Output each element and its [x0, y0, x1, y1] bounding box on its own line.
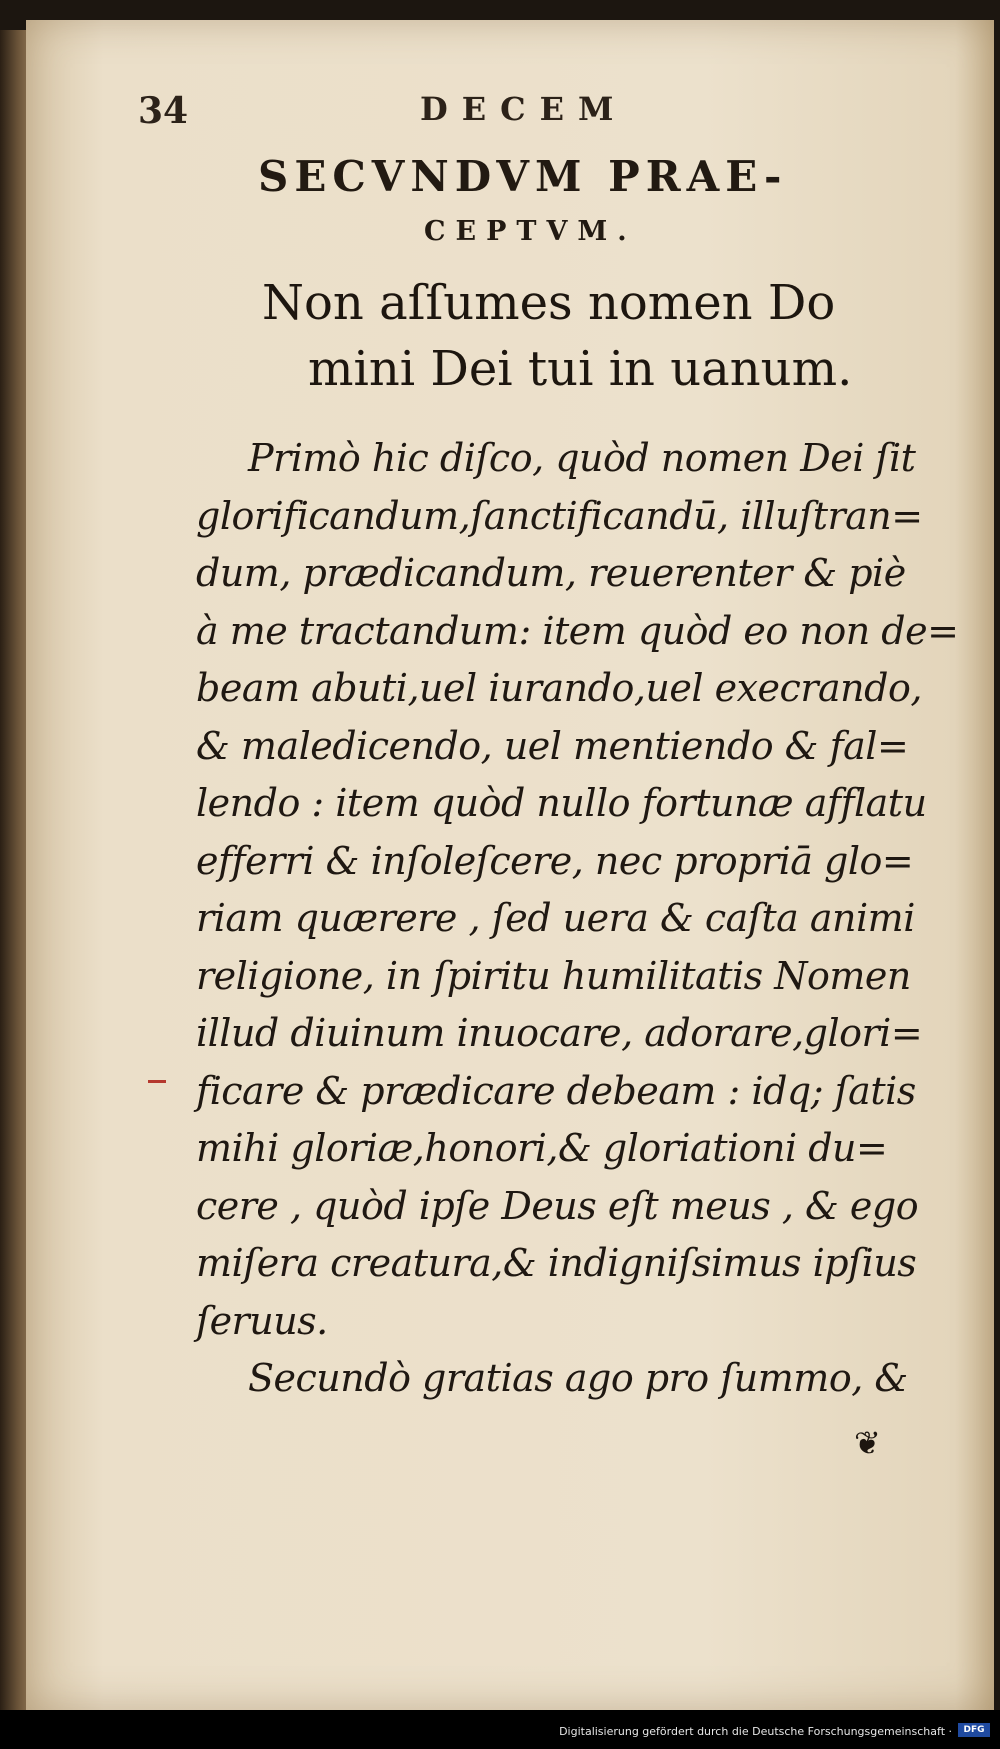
digitization-credit: Digitalisierung gefördert durch die Deutsche Forschungsgemeinschaft · [559, 1725, 952, 1738]
body-line: efferri & inſoleſcere, nec propriā glo= [196, 838, 914, 883]
margin-mark [148, 1080, 166, 1083]
dfg-logo-icon: DFG [958, 1723, 990, 1737]
body-line: religione, in ſpiritu humilitatis Nomen [196, 953, 911, 998]
body-line: lendo : item quòd nullo fortunæ afflatu [196, 781, 927, 825]
body-line: glorificandum,ſanctificandū, illuſtran= [196, 493, 923, 538]
body-line: mihi gloriæ,honori,& gloriationi du= [196, 1126, 888, 1170]
commandment-line: Non aſſumes nomen Do [262, 275, 836, 331]
body-line: Secundò gratias ago pro ſummo, & [248, 1356, 908, 1400]
body-line: & maledicendo, uel mentiendo & fal= [196, 723, 909, 768]
body-line: riam quærere , ſed uera & caſta animi [196, 896, 915, 940]
body-text [196, 430, 959, 1408]
section-heading-line-2: CEPTVM. [424, 216, 637, 247]
body-line: ficare & prædicare debeam : idq; ſatis [196, 1068, 916, 1113]
commandment-text [262, 270, 922, 402]
catchword-ornament: ❦ [854, 1424, 881, 1462]
commandment-line: mini Dei tui in uanum. [308, 341, 853, 397]
body-line: cere , quòd ipſe Deus eſt meus , & ego [196, 1183, 919, 1228]
body-line: illud diuinum inuocare, adorare,glori= [196, 1011, 923, 1055]
running-head: DECEM [420, 90, 628, 128]
body-line: dum, prædicandum, reuerenter & piè [196, 551, 906, 595]
body-line: Primò hic diſco, quòd nomen Dei ſit [248, 436, 916, 480]
section-heading-line-1: SECVNDVM PRAE- [258, 152, 788, 201]
body-line: à me tractandum: item quòd eo non de= [196, 608, 959, 653]
page-number: 34 [138, 90, 189, 132]
body-line: beam abuti,uel iurando,uel execrando, [196, 666, 922, 710]
body-line: miſera creatura,& indigniſsimus ipſius [196, 1241, 917, 1285]
body-line: ſeruus. [196, 1298, 328, 1343]
